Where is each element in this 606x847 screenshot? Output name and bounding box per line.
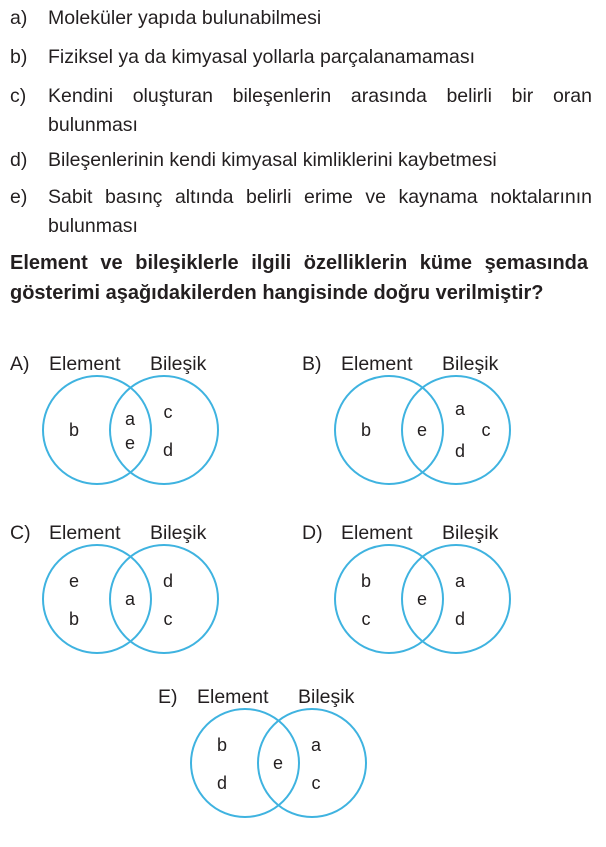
option-a[interactable] bbox=[10, 351, 270, 491]
compound-set-label: Bileşik bbox=[150, 522, 207, 544]
statement-b bbox=[10, 43, 592, 72]
venn-right-item: a bbox=[310, 735, 322, 755]
venn-right-item: c bbox=[481, 420, 491, 440]
venn-diagram bbox=[332, 542, 517, 657]
venn-right-item: c bbox=[163, 402, 173, 422]
venn-both-item: e bbox=[124, 433, 136, 453]
venn-right-item: d bbox=[454, 609, 466, 629]
statement-text: Fiziksel ya da kimyasal yollarla parçalanamaması bbox=[48, 46, 475, 68]
compound-set-label: Bileşik bbox=[442, 522, 499, 544]
venn-both-item: a bbox=[124, 409, 136, 429]
option-c[interactable] bbox=[10, 520, 270, 660]
venn-both-item: e bbox=[272, 753, 284, 773]
element-set-label: Element bbox=[341, 353, 413, 375]
statement-text: Moleküler yapıda bulunabilmesi bbox=[48, 7, 322, 29]
venn-right-item: d bbox=[162, 571, 174, 591]
venn-right-item: c bbox=[311, 773, 321, 793]
compound-circle bbox=[110, 376, 218, 484]
option-e[interactable] bbox=[158, 684, 418, 824]
statement-text: Kendini oluşturan bileşenlerin arasında belirli bir oran bulunması bbox=[48, 85, 592, 136]
option-label: C) bbox=[10, 522, 31, 544]
venn-left-item: c bbox=[361, 609, 371, 629]
compound-set-label: Bileşik bbox=[150, 353, 207, 375]
statement-e bbox=[10, 183, 592, 241]
option-label: A) bbox=[10, 353, 30, 375]
venn-left-item: b bbox=[68, 420, 80, 440]
statement-text: Sabit basınç altında belirli erime ve kaynama noktalarının bulunması bbox=[48, 186, 592, 237]
element-set-label: Element bbox=[49, 522, 121, 544]
option-label: E) bbox=[158, 686, 178, 708]
venn-right-item: a bbox=[454, 571, 466, 591]
option-b[interactable] bbox=[302, 351, 562, 491]
venn-diagram bbox=[40, 542, 225, 657]
statement-d bbox=[10, 146, 592, 175]
element-set-label: Element bbox=[197, 686, 269, 708]
statement-label: c) bbox=[10, 85, 27, 107]
statement-a bbox=[10, 4, 592, 33]
venn-both-item: e bbox=[416, 589, 428, 609]
venn-right-item: d bbox=[162, 440, 174, 460]
venn-left-item: b bbox=[360, 420, 372, 440]
venn-diagram bbox=[332, 373, 517, 488]
statement-label: e) bbox=[10, 186, 28, 208]
venn-left-item: b bbox=[360, 571, 372, 591]
venn-diagram bbox=[188, 706, 373, 821]
statement-text: Bileşenlerinin kendi kimyasal kimliklerini kaybetmesi bbox=[48, 149, 497, 171]
compound-set-label: Bileşik bbox=[442, 353, 499, 375]
venn-diagram bbox=[40, 373, 225, 488]
statement-label: d) bbox=[10, 149, 28, 171]
compound-set-label: Bileşik bbox=[298, 686, 355, 708]
option-label: B) bbox=[302, 353, 322, 375]
venn-left-item: b bbox=[68, 609, 80, 629]
venn-left-item: e bbox=[68, 571, 80, 591]
venn-both-item: e bbox=[416, 420, 428, 440]
statement-label: a) bbox=[10, 7, 28, 29]
venn-right-item: d bbox=[454, 441, 466, 461]
statement-c bbox=[10, 82, 592, 140]
question-text: Element ve bileşiklerle ilgili özelliklerin küme şemasında gösterimi aşağıdakilerden hangisinde doğru verilmiştir? bbox=[10, 252, 588, 304]
element-set-label: Element bbox=[341, 522, 413, 544]
element-set-label: Element bbox=[49, 353, 121, 375]
venn-both-item: a bbox=[124, 589, 136, 609]
element-circle bbox=[43, 376, 151, 484]
option-d[interactable] bbox=[302, 520, 562, 660]
statement-label: b) bbox=[10, 46, 28, 68]
venn-left-item: d bbox=[216, 773, 228, 793]
venn-left-item: b bbox=[216, 735, 228, 755]
venn-right-item: a bbox=[454, 399, 466, 419]
venn-right-item: c bbox=[163, 609, 173, 629]
option-label: D) bbox=[302, 522, 323, 544]
